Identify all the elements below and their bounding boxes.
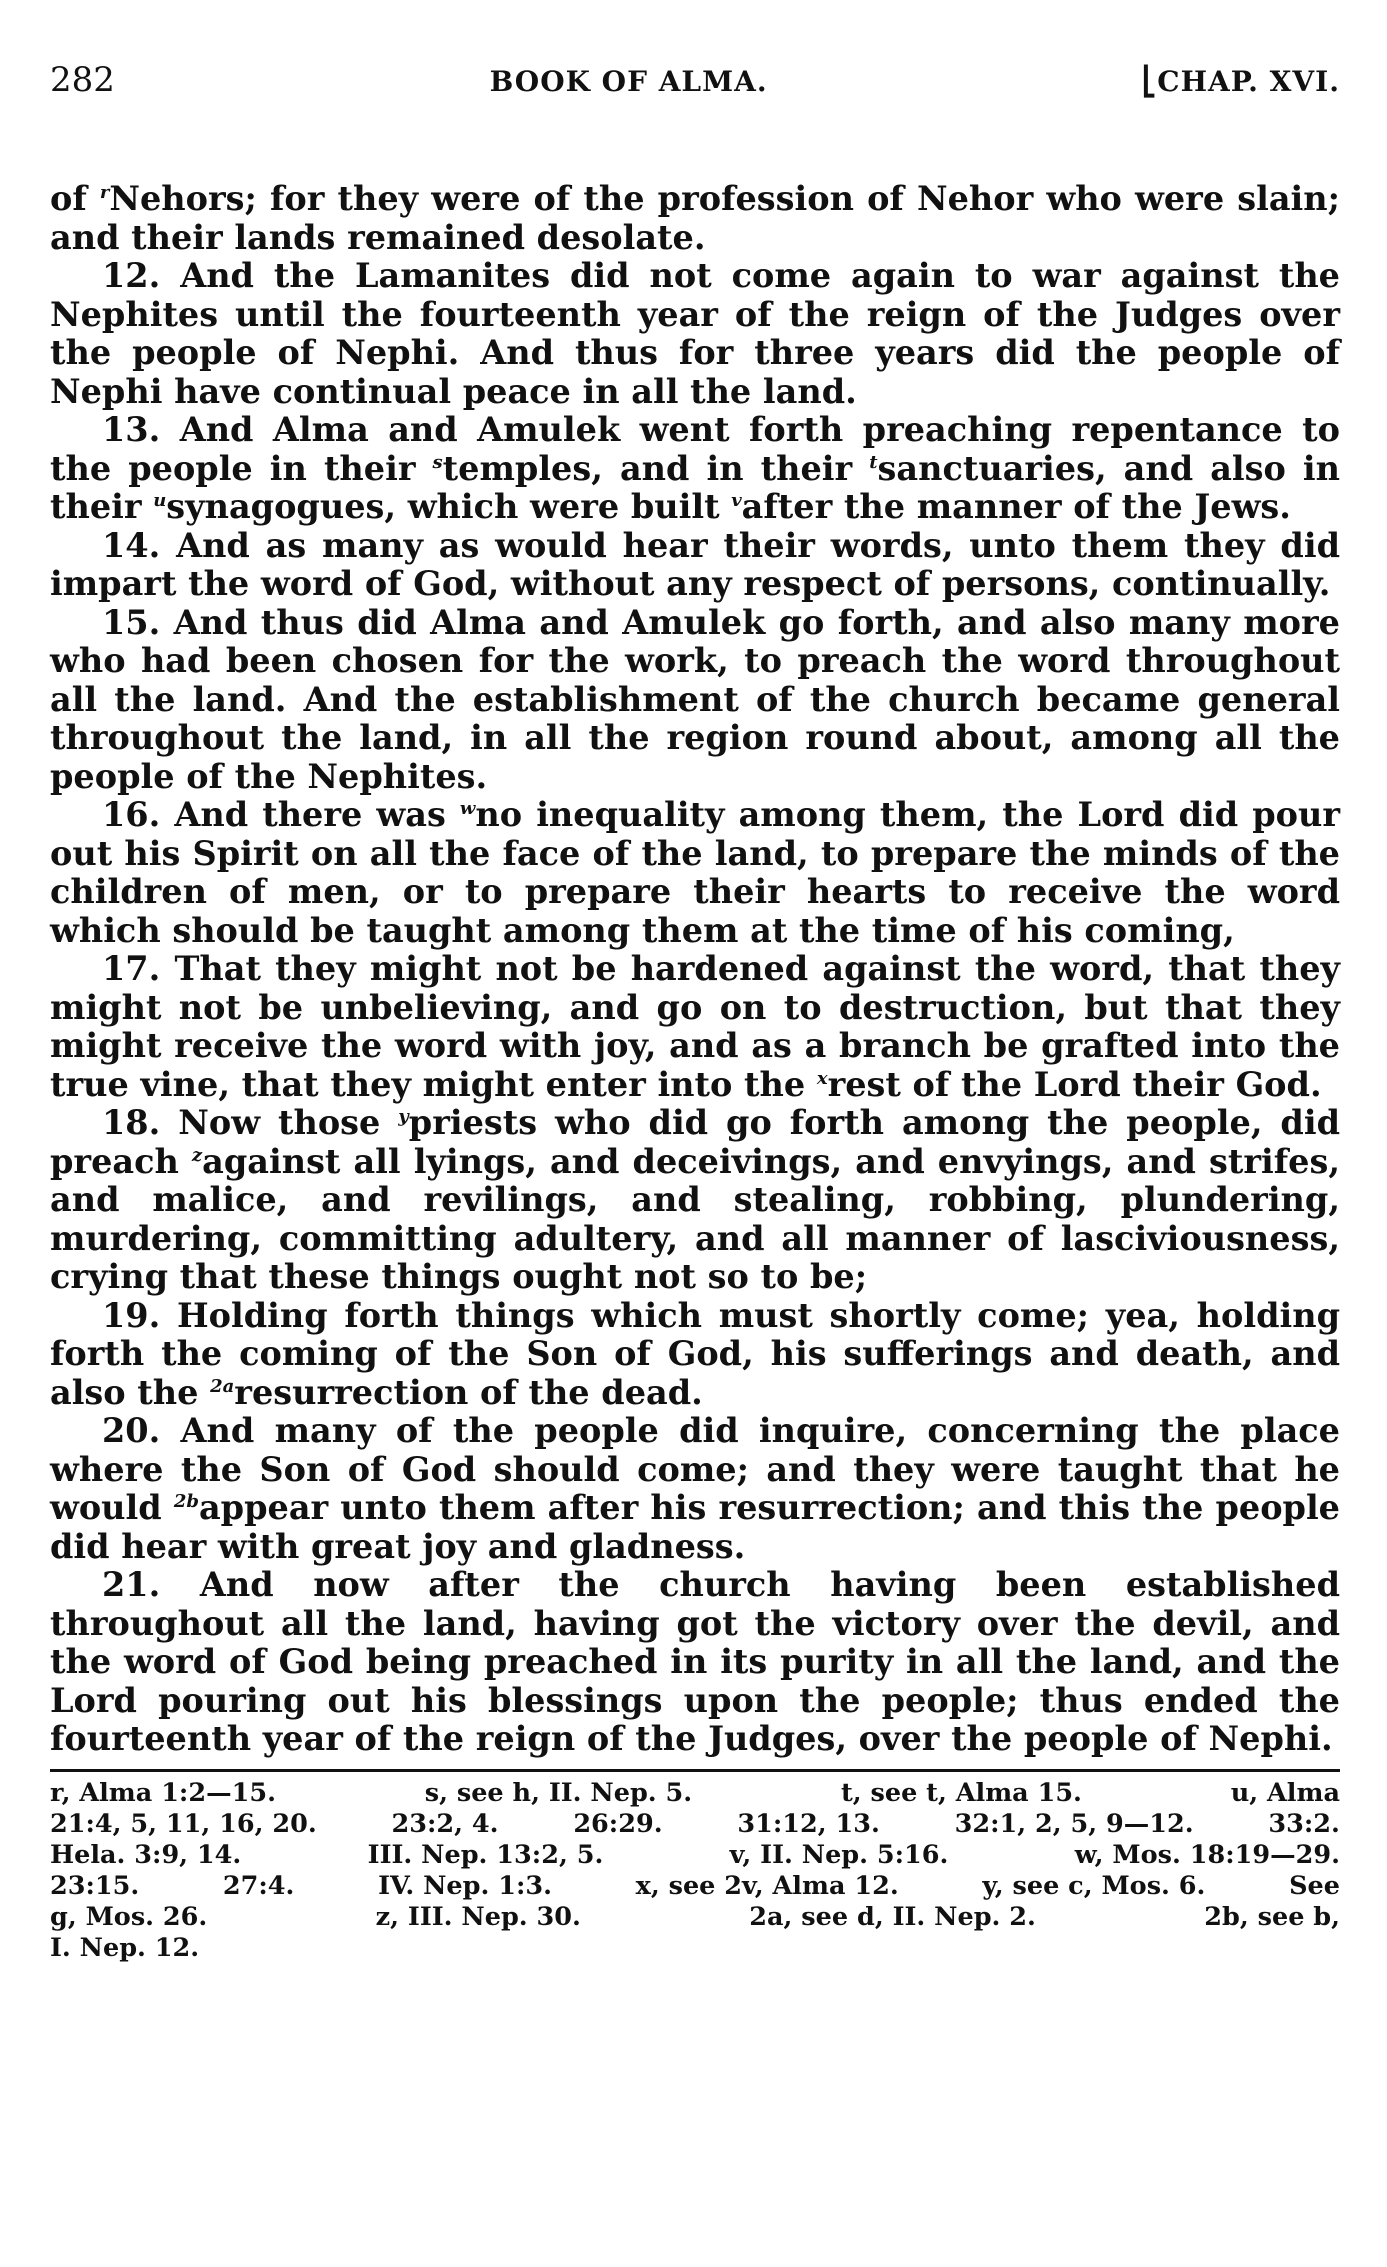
footnote-entry: y, see c, Mos. 6. [982, 1870, 1206, 1901]
verse-text: 14. And as many as would hear their words, unto them they did impart the word of God, without any respect of persons, continually. [50, 525, 1340, 603]
verse-text: rest of the Lord their God. [827, 1064, 1322, 1104]
chapter-label: ⎣CHAP. XVI. [1142, 65, 1340, 98]
footnote-entry: 26:29. [573, 1808, 663, 1839]
page-number: 282 [50, 60, 115, 100]
footnote-marker: 2b [173, 1490, 199, 1512]
footnote-entry: s, see h, II. Nep. 5. [424, 1777, 693, 1808]
verse-text: after the manner of the Jews. [741, 487, 1291, 526]
footnote-entry: u, Alma [1230, 1777, 1340, 1808]
verse-text: 15. And thus did Alma and Amulek go forth, and also many more who had been chosen for the work, to preach the word throughout all the land. And the establishment of the church became general throughout the land, in all the region round about, among all the people of the Nephites. [50, 602, 1340, 796]
verse-text: 12. And the Lamanites did not come again to war against the Nephites until the fourteenth year of the reign of the Judges over the people of Nephi. And thus for three years did the people of Nephi have continual peace in all the land. [50, 256, 1340, 411]
verse-text: of [50, 179, 100, 218]
footnote-marker: s [432, 451, 443, 473]
verse-text: 20. And many of the people did inquire, concerning the place where the Son of God should come; and they were taught that he would [50, 1411, 1340, 1527]
verse-text: synagogues, which were built [166, 487, 732, 526]
footnote-entry: 2b, see b, [1204, 1901, 1340, 1932]
footnote-marker: v [731, 489, 742, 511]
verse-paragraph [50, 1412, 1340, 1566]
footnote-entry: 32:1, 2, 5, 9—12. [954, 1808, 1194, 1839]
footnote-entry: 21:4, 5, 11, 16, 20. [50, 1808, 317, 1839]
footnote-row [50, 1778, 1340, 1809]
footnote-marker: y [398, 1105, 409, 1127]
footnote-divider [50, 1769, 1340, 1772]
footnote-marker: z [191, 1144, 203, 1166]
chapter-text [50, 180, 1340, 1759]
page-header [50, 60, 1340, 120]
verse-paragraph [50, 950, 1340, 1104]
footnote-entry: w, Mos. 18:19—29. [1074, 1839, 1340, 1870]
footnote-row [50, 1902, 1340, 1933]
verse-paragraph [50, 1104, 1340, 1297]
verse-text: priests who did go forth among the people, did preach [50, 1103, 1341, 1181]
footnote-entry: See [1289, 1870, 1340, 1901]
verse-text: against all lyings, and deceivings, and envyings, and strifes, and malice, and revilings, and stealing, robbing, plundering, murdering, committing adultery, and all manner of lasciviousness, crying that these things ought not so to be; [50, 1141, 1341, 1296]
verse-text: 17. That they might not be hardened against the word, that they might not be unbelieving, and go on to destruction, but that they might receive the word with joy, and as a branch be grafted into the true vine, that they might enter into the [50, 949, 1340, 1104]
verse-text: sanctuaries, and also in their [50, 448, 1340, 526]
footnote-entry: x, see 2v, Alma 12. [635, 1870, 899, 1901]
footnote-entry: 33:2. [1268, 1808, 1340, 1839]
footnote-entry: Hela. 3:9, 14. [50, 1839, 242, 1870]
footnote-entry: IV. Nep. 1:3. [378, 1870, 552, 1901]
verse-paragraph [50, 1566, 1340, 1759]
verse-text: 21. And now after the church having been established throughout all the land, having got the victory over the devil, and the word of God being preached in its purity in all the land, and the Lord pouring out his blessings upon the people; thus ended the fourteenth year of the reign of the Judges, over the people of Nephi. [50, 1565, 1340, 1758]
verse-text: Nehors; for they were of the profession of Nehor who were slain; and their lands remained desolate. [50, 179, 1341, 257]
verse-text: 19. Holding forth things which must shortly come; yea, holding forth the coming of the Son of God, his sufferings and death, and also the [50, 1295, 1340, 1412]
footnotes [50, 1778, 1340, 1964]
footnote-row [50, 1840, 1340, 1871]
footnote-entry: 27:4. [222, 1870, 295, 1901]
footnote-entry: z, III. Nep. 30. [375, 1901, 581, 1932]
verse-text: 16. And there was [102, 795, 460, 834]
verse-text: no inequality among them, the Lord did pour out his Spirit on all the face of the land, to prepare the minds of the children of men, or to prepare their hearts to receive the word which should be taught among them at the time of his coming, [50, 795, 1341, 950]
footnote-entry: 2a, see d, II. Nep. 2. [749, 1901, 1036, 1932]
verse-paragraph [50, 257, 1340, 411]
verse-text: resurrection of the dead. [234, 1372, 703, 1412]
footnote-marker: 2a [210, 1375, 235, 1397]
verse-paragraph [50, 527, 1340, 604]
footnote-entry: g, Mos. 26. [50, 1901, 208, 1932]
footnote-entry: t, see t, Alma 15. [840, 1777, 1082, 1808]
book-title: BOOK OF ALMA. [489, 65, 768, 98]
footnote-entry: 31:12, 13. [737, 1808, 880, 1839]
footnote-entry: I. Nep. 12. [50, 1932, 200, 1963]
verse-text: appear unto them after his resurrection; and this the people did hear with great joy and gladness. [50, 1488, 1341, 1566]
footnote-entry: 23:15. [50, 1870, 140, 1901]
footnote-marker: w [459, 797, 476, 819]
verse-text: 18. Now those [102, 1103, 399, 1142]
continued-paragraph [50, 180, 1340, 257]
footnote-entry: v, II. Nep. 5:16. [729, 1839, 949, 1870]
verse-paragraph [50, 604, 1340, 797]
footnote-marker: r [99, 181, 110, 203]
footnote-marker: t [869, 451, 878, 473]
footnote-row [50, 1871, 1340, 1902]
verse-paragraph [50, 1297, 1340, 1413]
footnote-row [50, 1809, 1340, 1840]
footnote-marker: u [153, 489, 167, 511]
verse-text: temples, and in their [442, 448, 870, 488]
verse-paragraph [50, 411, 1340, 527]
book-page [50, 60, 1340, 1964]
verse-paragraph [50, 796, 1340, 950]
footnote-row [50, 1933, 1340, 1964]
footnote-entry: r, Alma 1:2—15. [50, 1777, 276, 1808]
footnote-entry: III. Nep. 13:2, 5. [367, 1839, 604, 1870]
verse-text: 13. And Alma and Amulek went forth preaching repentance to the people in their [50, 410, 1340, 488]
footnote-marker: x [816, 1067, 828, 1089]
footnote-entry: 23:2, 4. [391, 1808, 499, 1839]
